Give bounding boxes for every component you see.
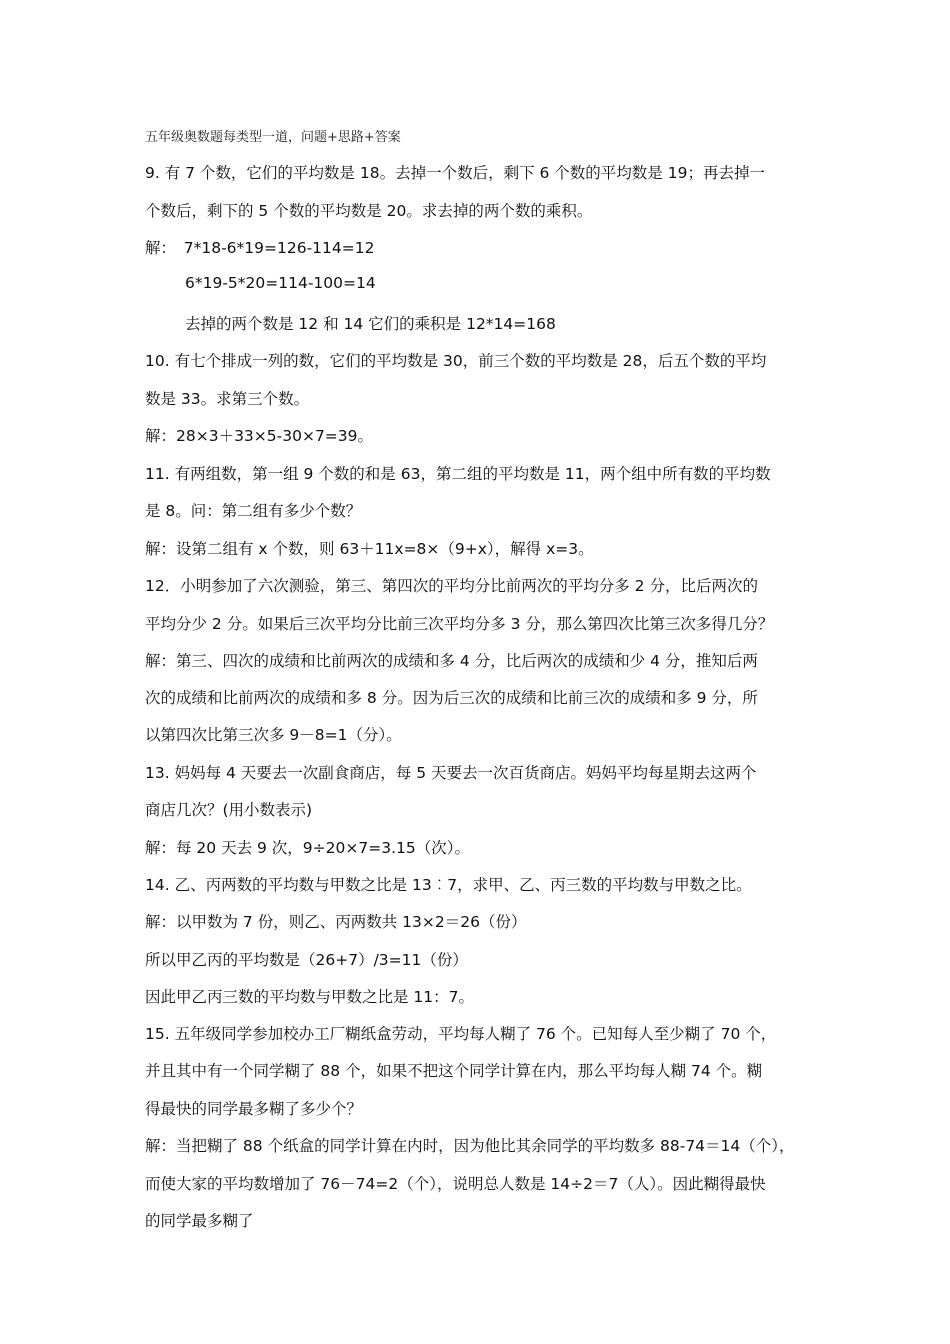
text-line: 解：以甲数为 7 份，则乙、丙两数共 13×2＝26（份） [145,913,527,931]
text-line: 商店几次？(用小数表示) [145,801,313,819]
text-line: 个数后，剩下的 5 个数的平均数是 20。求去掉的两个数的乘积。 [145,202,593,220]
text-line: 15. 五年级同学参加校办工厂糊纸盒劳动，平均每人糊了 76 个。已知每人至少糊了 70 个， [145,1025,777,1043]
text-line: 所以甲乙丙的平均数是（26+7）/3=11（份） [145,951,468,969]
text-line: 是 8。问：第二组有多少个数？ [145,502,362,520]
text-line: 次的成绩和比前两次的成绩和多 8 分。因为后三次的成绩和比前三次的成绩和多 9 分，所 [145,689,758,707]
text-line: 并且其中有一个同学糊了 88 个，如果不把这个同学计算在内，那么平均每人糊 74 个。糊 [145,1062,763,1080]
text-line: 解：28×3＋33×5-30×7=39。 [145,427,374,445]
text-line: 解：设第二组有 x 个数，则 63＋11x=8×（9+x），解得 x=3。 [145,540,594,558]
text-line: 9. 有 7 个数，它们的平均数是 18。去掉一个数后，剩下 6 个数的平均数是 19；再去掉一 [145,164,765,182]
text-line: 10. 有七个排成一列的数，它们的平均数是 30，前三个数的平均数是 28，后五个数的平均 [145,352,767,370]
text-line: 13. 妈妈每 4 天要去一次副食商店，每 5 天要去一次百货商店。妈妈平均每星期去这两个 [145,764,757,782]
text-line: 14. 乙、丙两数的平均数与甲数之比是 13︰7，求甲、乙、丙三数的平均数与甲数之比。 [145,876,752,894]
text-line: 6*19-5*20=114-100=14 [185,274,376,292]
text-line: 数是 33。求第三个数。 [145,390,310,408]
text-line: 解：第三、四次的成绩和比前两次的成绩和多 4 分，比后两次的成绩和少 4 分，推知后两 [145,652,758,670]
text-line: 平均分少 2 分。如果后三次平均分比前三次平均分多 3 分，那么第四次比第三次多得几分？ [145,615,774,633]
text-line: 以第四次比第三次多 9－8=1（分）。 [145,726,402,744]
text-line: 得最快的同学最多糊了多少个？ [145,1100,363,1118]
text-line: 解：当把糊了 88 个纸盒的同学计算在内时，因为他比其余同学的平均数多 88-74＝14（个）， [145,1137,795,1155]
document-header: 五年级奥数题每类型一道，问题+思路+答案 [145,130,401,145]
text-line: 解：每 20 天去 9 次，9÷20×7=3.15（次）。 [145,839,470,857]
text-line: 的同学最多糊了 [145,1212,254,1230]
text-line: 解： 7*18-6*19=126-114=12 [145,239,375,257]
text-line: 因此甲乙丙三数的平均数与甲数之比是 11：7。 [145,988,475,1006]
text-line: 11. 有两组数，第一组 9 个数的和是 63，第二组的平均数是 11，两个组中所有数的平均数 [145,465,771,483]
text-line: 去掉的两个数是 12 和 14 它们的乘积是 12*14=168 [185,315,556,333]
text-line: 12．小明参加了六次测验，第三、第四次的平均分比前两次的平均分多 2 分，比后两次的 [145,577,758,595]
text-line: 而使大家的平均数增加了 76－74=2（个），说明总人数是 14÷2＝7（人）。因此糊得最快 [145,1175,766,1193]
